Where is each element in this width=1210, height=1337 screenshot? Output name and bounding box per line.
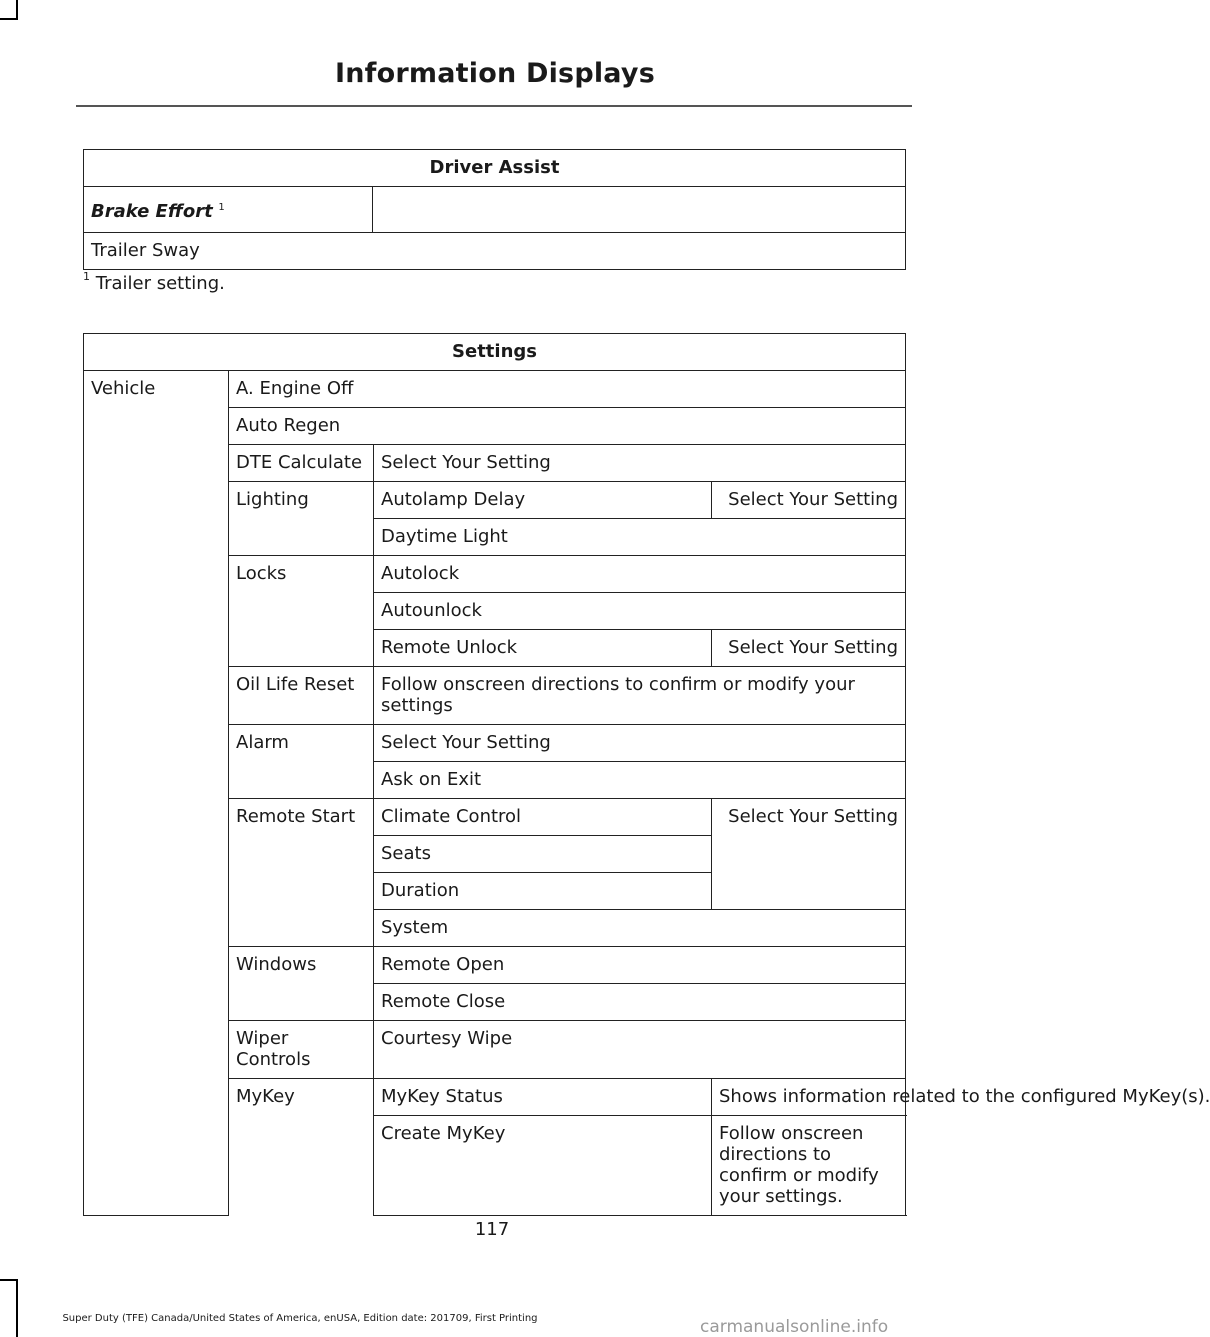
footnote-ref: 1	[218, 202, 225, 213]
footer-text: Super Duty (TFE) Canada/United States of America, enUSA, Edition date: 201709, First Printing	[62, 1313, 538, 1324]
brake-effort-label: Brake Effort	[91, 201, 213, 222]
watermark: carmanualsonline.info	[700, 1317, 889, 1337]
autolock: Autolock	[374, 556, 906, 593]
duration: Duration	[374, 873, 712, 910]
mykey-label: MyKey	[229, 1079, 374, 1216]
empty-cell	[373, 187, 906, 233]
remote-start-label: Remote Start	[229, 799, 374, 947]
climate-control: Climate Control	[374, 799, 712, 836]
remote-start-select-setting: Select Your Setting	[712, 799, 906, 910]
remote-unlock: Remote Unlock	[374, 630, 712, 667]
settings-table	[83, 333, 1210, 1216]
footnote	[83, 270, 225, 294]
mykey-status: MyKey Status	[374, 1079, 712, 1116]
windows-label: Windows	[229, 947, 374, 1021]
trailer-sway: Trailer Sway	[84, 233, 906, 270]
remote-close: Remote Close	[374, 984, 906, 1021]
header-divider	[76, 105, 912, 107]
driver-assist-table	[83, 149, 906, 270]
auto-regen: Auto Regen	[229, 408, 906, 445]
dte-calculate: DTE Calculate	[229, 445, 374, 482]
wiper-controls: Wiper Controls	[229, 1021, 374, 1079]
create-mykey-instructions: Follow onscreen directions to confirm or modify your settings.	[712, 1116, 906, 1216]
oil-life-reset: Oil Life Reset	[229, 667, 374, 725]
crop-mark	[0, 1279, 18, 1281]
remote-unlock-select-setting: Select Your Setting	[712, 630, 906, 667]
footnote-text: Trailer setting.	[95, 273, 225, 294]
oil-life-instructions: Follow onscreen directions to confirm or modify your settings	[374, 667, 906, 725]
page-number: 117	[474, 1219, 510, 1240]
brake-effort-cell	[84, 187, 373, 233]
lighting-label: Lighting	[229, 482, 374, 556]
locks-label: Locks	[229, 556, 374, 667]
autolamp-delay: Autolamp Delay	[374, 482, 712, 519]
courtesy-wipe: Courtesy Wipe	[374, 1021, 906, 1079]
dte-select-setting: Select Your Setting	[374, 445, 906, 482]
remote-open: Remote Open	[374, 947, 906, 984]
engine-off: A. Engine Off	[229, 371, 906, 408]
seats: Seats	[374, 836, 712, 873]
page-title: Information Displays	[335, 58, 655, 89]
autounlock: Autounlock	[374, 593, 906, 630]
crop-mark	[16, 0, 18, 18]
alarm-select-setting: Select Your Setting	[374, 725, 906, 762]
create-mykey: Create MyKey	[374, 1116, 712, 1216]
driver-assist-heading: Driver Assist	[84, 150, 906, 187]
system: System	[374, 910, 906, 947]
ask-on-exit: Ask on Exit	[374, 762, 906, 799]
mykey-status-desc: Shows information related to the configured MyKey(s).	[712, 1079, 906, 1116]
settings-heading: Settings	[84, 334, 906, 371]
daytime-light: Daytime Light	[374, 519, 906, 556]
autolamp-select-setting: Select Your Setting	[712, 482, 906, 519]
crop-mark	[16, 1279, 18, 1337]
footnote-mark: 1	[83, 270, 90, 283]
vehicle-label: Vehicle	[84, 371, 229, 1216]
crop-mark	[0, 18, 18, 20]
alarm-label: Alarm	[229, 725, 374, 799]
